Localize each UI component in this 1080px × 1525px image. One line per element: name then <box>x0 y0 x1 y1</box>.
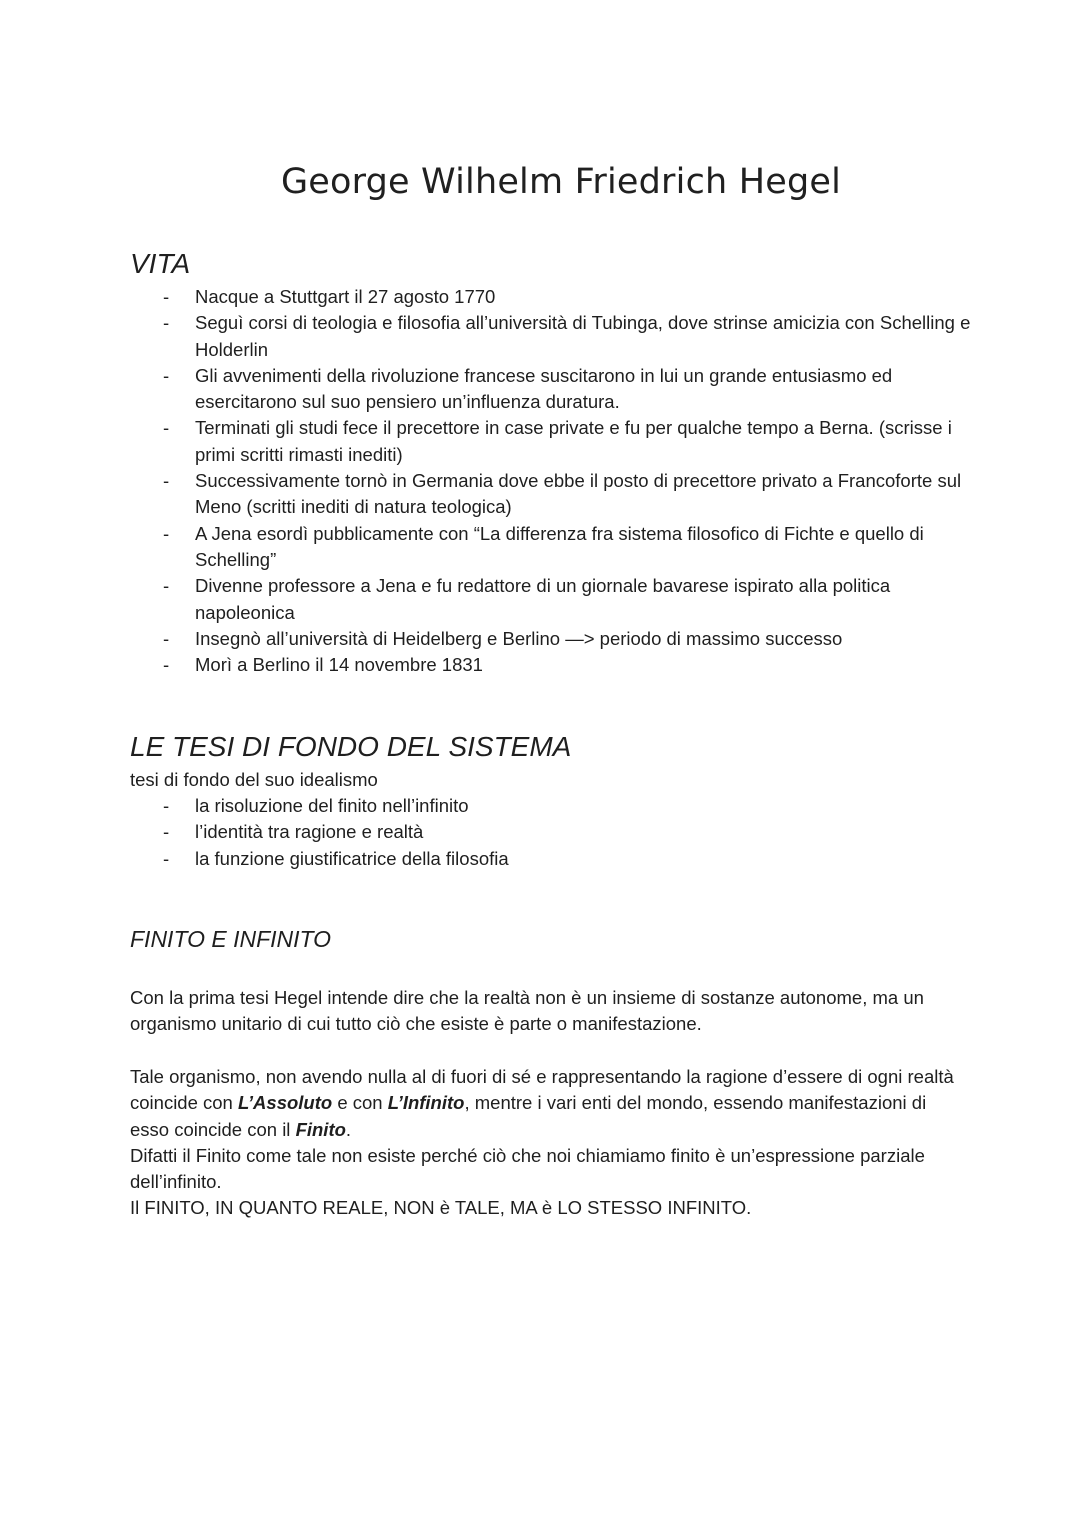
term-infinito: L’Infinito <box>387 1092 465 1114</box>
bullet-dash: - <box>163 627 170 649</box>
section-heading-tesi: LE TESI DI FONDO DEL SISTEMA <box>130 731 572 762</box>
list-item: - A Jena esordì pubblicamente con “La differenza fra sistema filosofico di Fichte e quello di Schelling” <box>163 522 924 570</box>
list-item: - la funzione giustificatrice della filosofia <box>130 846 980 872</box>
bullet-dash: - <box>163 286 170 307</box>
bullet-dash: - <box>163 417 170 439</box>
term-assoluto: L’Assoluto <box>237 1092 333 1114</box>
list-item: - Terminati gli studi fece il precettore in case private e fu per qualche tempo a Berna. (scrisse i primi scritti rimasti inediti) <box>163 417 952 465</box>
list-item: - Divenne professore a Jena e fu redattore di un giornale bavarese ispirato alla politica napoleonica <box>163 575 891 623</box>
list-item: - Successivamente tornò in Germania dove ebbe il posto di precettore privato a Francoforte sul Meno (scritti inediti di natura teologica) <box>163 470 962 518</box>
tesi-list <box>130 793 980 872</box>
list-item: - Nacque a Stuttgart il 27 agosto 1770 <box>130 284 980 310</box>
bullet-dash: - <box>163 847 170 869</box>
paragraph-conclusione: Il FINITO, IN QUANTO REALE, NON è TALE, MA è LO STESSO INFINITO. <box>130 1197 752 1219</box>
list-item: - Insegnò all’università di Heidelberg e Berlino —> periodo di massimo successo <box>130 626 980 652</box>
page-title: George Wilhelm Friedrich Hegel <box>280 162 842 202</box>
tesi-intro: tesi di fondo del suo idealismo <box>130 769 378 790</box>
paragraph-organismo: Tale organismo, non avendo nulla al di fuori di sé e rappresentando la ragione d’essere di ogni realtà coincide con L’Assoluto e con L’Infinito, mentre i vari enti del mondo, essendo manifestazioni di esso coincide con il Finito. Difatti il Finito come tale non esiste perché ciò che noi chiamiamo finito è un’espressione parziale dell’infinito. Il FINITO, IN QUANTO REALE, NON è TALE, MA è LO STESSO INFINITO. <box>130 1066 954 1219</box>
vita-list <box>130 284 980 678</box>
bullet-dash: - <box>163 575 170 597</box>
bullet-dash: - <box>163 821 170 843</box>
term-finito: Finito <box>295 1118 346 1140</box>
bullet-dash: - <box>163 654 170 676</box>
list-item: - la risoluzione del finito nell’infinito <box>130 793 980 819</box>
list-item: - l’identità tra ragione e realtà <box>130 819 980 845</box>
list-item: - Gli avvenimenti della rivoluzione francese suscitarono in lui un grande entusiasmo ed esercitarono sul suo pensiero un’influenza duratura. <box>163 364 893 413</box>
bullet-dash: - <box>163 522 170 544</box>
section-heading-finito: FINITO E INFINITO <box>130 926 332 952</box>
bullet-dash: - <box>163 312 170 334</box>
bullet-dash: - <box>163 795 170 816</box>
list-item: - Morì a Berlino il 14 novembre 1831 <box>130 652 980 678</box>
bullet-dash: - <box>163 364 170 386</box>
paragraph-difatti: Difatti il Finito come tale non esiste perché ciò che noi chiamiamo finito è un’espressione parziale dell’infinito. <box>130 1144 925 1193</box>
list-item: - Seguì corsi di teologia e filosofia all’università di Tubinga, dove strinse amicizia con Schelling e Holderlin <box>163 312 971 360</box>
paragraph-prima-tesi: Con la prima tesi Hegel intende dire che la realtà non è un insieme di sostanze autonome, ma un organismo unitario di cui tutto ciò che esiste è parte o manifestazione. <box>130 987 924 1035</box>
section-heading-vita: VITA <box>130 248 191 279</box>
bullet-dash: - <box>163 470 170 492</box>
